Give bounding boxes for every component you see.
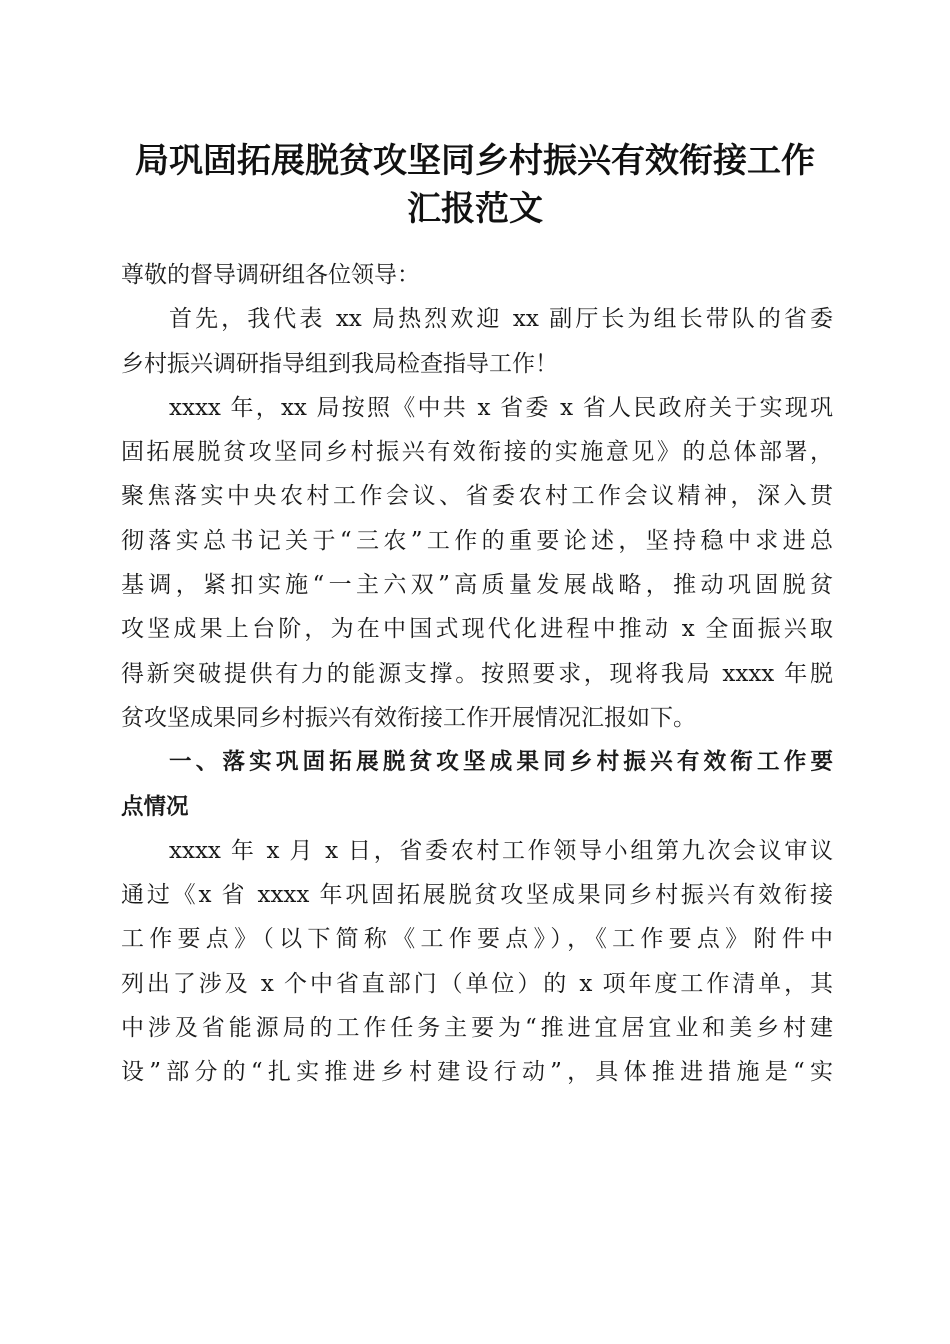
paragraph-line: 彻落实总书记关于“三农”工作的重要论述，坚持稳中求进总: [121, 527, 833, 554]
paragraph-section-one: [121, 829, 833, 1095]
paragraph-line: 列出了涉及 x 个中省直部门（单位）的 x 项年度工作清单，其: [121, 970, 833, 997]
paragraph-line: 工作要点》（以下简称《工作要点》），《工作要点》附件中: [121, 926, 833, 953]
salutation: 尊敬的督导调研组各位领导：: [121, 262, 420, 288]
paragraph-line: 乡村振兴调研指导组到我局检查指导工作！: [121, 350, 558, 377]
paragraph-line: 通过《x 省 xxxx 年巩固拓展脱贫攻坚成果同乡村振兴有效衔接: [121, 882, 833, 909]
title-line-1: 局巩固拓展脱贫攻坚同乡村振兴有效衔接工作: [135, 141, 815, 181]
paragraph-line: 固拓展脱贫攻坚同乡村振兴有效衔接的实施意见》的总体部署，: [121, 439, 833, 466]
section-heading-line: 点情况: [121, 793, 189, 820]
paragraph-line: 设”部分的“扎实推进乡村建设行动”，具体推进措施是“实: [121, 1059, 833, 1086]
paragraph-line: 攻坚成果上台阶，为在中国式现代化进程中推动 x 全面振兴取: [121, 616, 833, 643]
paragraph-line: 中涉及省能源局的工作任务主要为“推进宜居宜业和美乡村建: [121, 1015, 833, 1042]
paragraph-line: xxxx 年 x 月 x 日，省委农村工作领导小组第九次会议审议: [169, 837, 833, 864]
paragraph-line: 贫攻坚成果同乡村振兴有效衔接工作开展情况汇报如下。: [121, 704, 696, 731]
paragraph-line: 首先，我代表 xx 局热烈欢迎 xx 副厅长为组长带队的省委: [169, 306, 833, 333]
paragraph-overview: [121, 386, 833, 740]
section-heading: [121, 740, 833, 829]
title-line-2: 汇报范文: [407, 189, 543, 229]
paragraph-line: xxxx 年，xx 局按照《中共 x 省委 x 省人民政府关于实现巩: [169, 394, 833, 421]
document-body: [121, 253, 833, 1095]
paragraph-line: 得新突破提供有力的能源支撑。按照要求，现将我局 xxxx 年脱: [121, 660, 833, 687]
document-title: [110, 137, 840, 233]
section-heading-line: 一、落实巩固拓展脱贫攻坚成果同乡村振兴有效衔工作要: [169, 749, 833, 776]
paragraph-welcome: [121, 297, 833, 386]
paragraph-line: 基调，紧扣实施“一主六双”高质量发展战略，推动巩固脱贫: [121, 572, 833, 599]
paragraph-line: 聚焦落实中央农村工作会议、省委农村工作会议精神，深入贯: [121, 483, 833, 510]
